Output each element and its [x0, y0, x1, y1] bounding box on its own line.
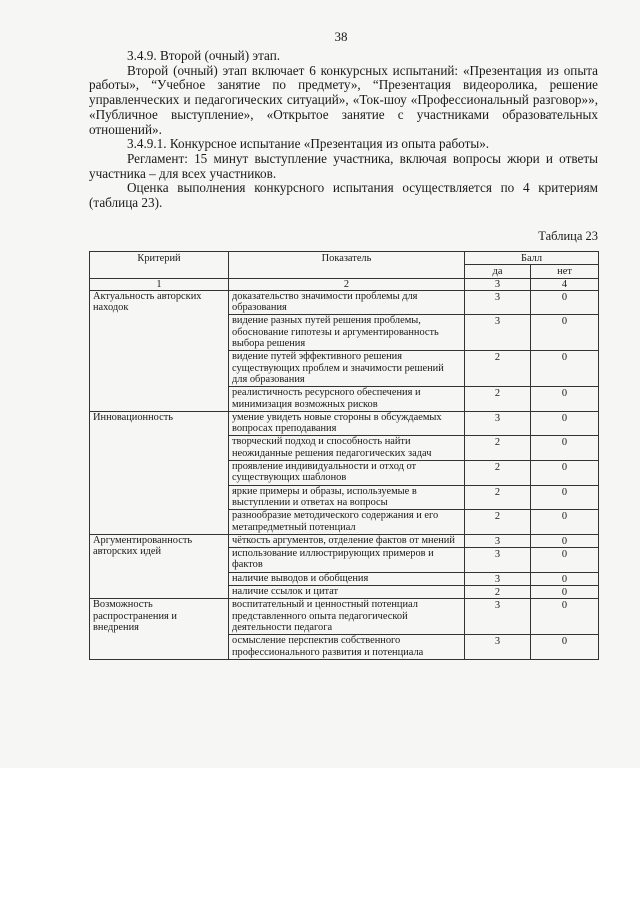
document-page [62, 0, 620, 768]
criterion-cell: Инновационность [90, 411, 229, 534]
score-no-cell: 0 [531, 548, 599, 573]
stage-description-paragraph: Второй (очный) этап включает 6 конкурсных испытаний: «Презентация из опыта работы», “Учебное занятие по предмету», “Презентация видеоролика, решение управленческих и педагогических ситуаций», «Ток-шоу «Профессиональный разговор»», «Публичное выступление», «Открытое занятие с участниками образовательных отношений». [89, 62, 598, 137]
document-body [89, 49, 598, 211]
header-no: нет [531, 265, 599, 278]
criterion-cell: Аргументированность авторских идей [90, 534, 229, 598]
section-heading: 3.4.9. Второй (очный) этап. [127, 48, 281, 63]
criterion-cell: Актуальность авторских находок [90, 290, 229, 411]
score-yes-cell: 3 [465, 548, 531, 573]
score-yes-cell: 2 [465, 436, 531, 461]
header-criterion: Критерий [90, 252, 229, 279]
score-yes-cell: 2 [465, 586, 531, 599]
table-row [90, 599, 599, 635]
score-yes-cell: 3 [465, 411, 531, 436]
column-number: 2 [229, 278, 465, 290]
indicator-cell: наличие ссылок и цитат [229, 586, 465, 599]
criteria-table [89, 251, 599, 660]
table-row [90, 411, 599, 436]
score-yes-cell: 2 [465, 485, 531, 510]
score-no-cell: 0 [531, 411, 599, 436]
score-no-cell: 0 [531, 436, 599, 461]
header-yes: да [465, 265, 531, 278]
score-no-cell: 0 [531, 351, 599, 387]
score-yes-cell: 2 [465, 461, 531, 486]
score-yes-cell: 3 [465, 599, 531, 635]
score-yes-cell: 2 [465, 351, 531, 387]
regulation-paragraph: Регламент: 15 минут выступление участника, включая вопросы жюри и ответы участника – для всех участников. [89, 150, 598, 181]
indicator-cell: творческий подход и способность найти неожиданные решения педагогических задач [229, 436, 465, 461]
indicator-cell: видение путей эффективного решения существующих проблем и значимости решений для образования [229, 351, 465, 387]
page-number: 38 [334, 29, 348, 44]
score-no-cell: 0 [531, 635, 599, 660]
score-yes-cell: 3 [465, 572, 531, 585]
subsection-heading: 3.4.9.1. Конкурсное испытание «Презентация из опыта работы». [127, 136, 490, 152]
score-yes-cell: 3 [465, 635, 531, 660]
score-no-cell: 0 [531, 315, 599, 351]
score-yes-cell: 2 [465, 387, 531, 412]
column-number-row [90, 278, 599, 290]
table-caption: Таблица 23 [538, 229, 598, 243]
indicator-cell: воспитательный и ценностный потенциал представленного опыта педагогической деятельности педагога [229, 599, 465, 635]
indicator-cell: проявление индивидуальности и отход от существующих шаблонов [229, 461, 465, 486]
column-number: 1 [90, 278, 229, 290]
indicator-cell: доказательство значимости проблемы для образования [229, 290, 465, 315]
score-no-cell: 0 [531, 461, 599, 486]
table-row [90, 534, 599, 547]
indicator-cell: разнообразие методического содержания и его метапредметный потенциал [229, 510, 465, 535]
score-no-cell: 0 [531, 290, 599, 315]
indicator-cell: яркие примеры и образы, используемые в выступлении и ответах на вопросы [229, 485, 465, 510]
score-no-cell: 0 [531, 510, 599, 535]
score-no-cell: 0 [531, 534, 599, 547]
score-yes-cell: 3 [465, 534, 531, 547]
indicator-cell: наличие выводов и обобщения [229, 572, 465, 585]
score-no-cell: 0 [531, 387, 599, 412]
score-no-cell: 0 [531, 572, 599, 585]
indicator-cell: чёткость аргументов, отделение фактов от мнений [229, 534, 465, 547]
score-yes-cell: 3 [465, 315, 531, 351]
score-yes-cell: 3 [465, 290, 531, 315]
column-number: 4 [531, 278, 599, 290]
indicator-cell: видение разных путей решения проблемы, обоснование гипотезы и аргументированность выбора решения [229, 315, 465, 351]
criterion-cell: Возможность распространения и внедрения [90, 599, 229, 659]
score-no-cell: 0 [531, 586, 599, 599]
evaluation-paragraph: Оценка выполнения конкурсного испытания осуществляется по 4 критериям (таблица 23). [89, 180, 598, 211]
indicator-cell: умение увидеть новые стороны в обсуждаемых вопросах преподавания [229, 411, 465, 436]
table-row [90, 290, 599, 315]
indicator-cell: осмысление перспектив собственного профессионального развития и потенциала [229, 635, 465, 660]
header-score: Балл [465, 252, 599, 265]
score-no-cell: 0 [531, 599, 599, 635]
column-number: 3 [465, 278, 531, 290]
indicator-cell: использование иллюстрирующих примеров и фактов [229, 548, 465, 573]
score-yes-cell: 2 [465, 510, 531, 535]
indicator-cell: реалистичность ресурсного обеспечения и минимизация возможных рисков [229, 387, 465, 412]
score-no-cell: 0 [531, 485, 599, 510]
table-header-row [90, 252, 599, 265]
header-indicator: Показатель [229, 252, 465, 279]
